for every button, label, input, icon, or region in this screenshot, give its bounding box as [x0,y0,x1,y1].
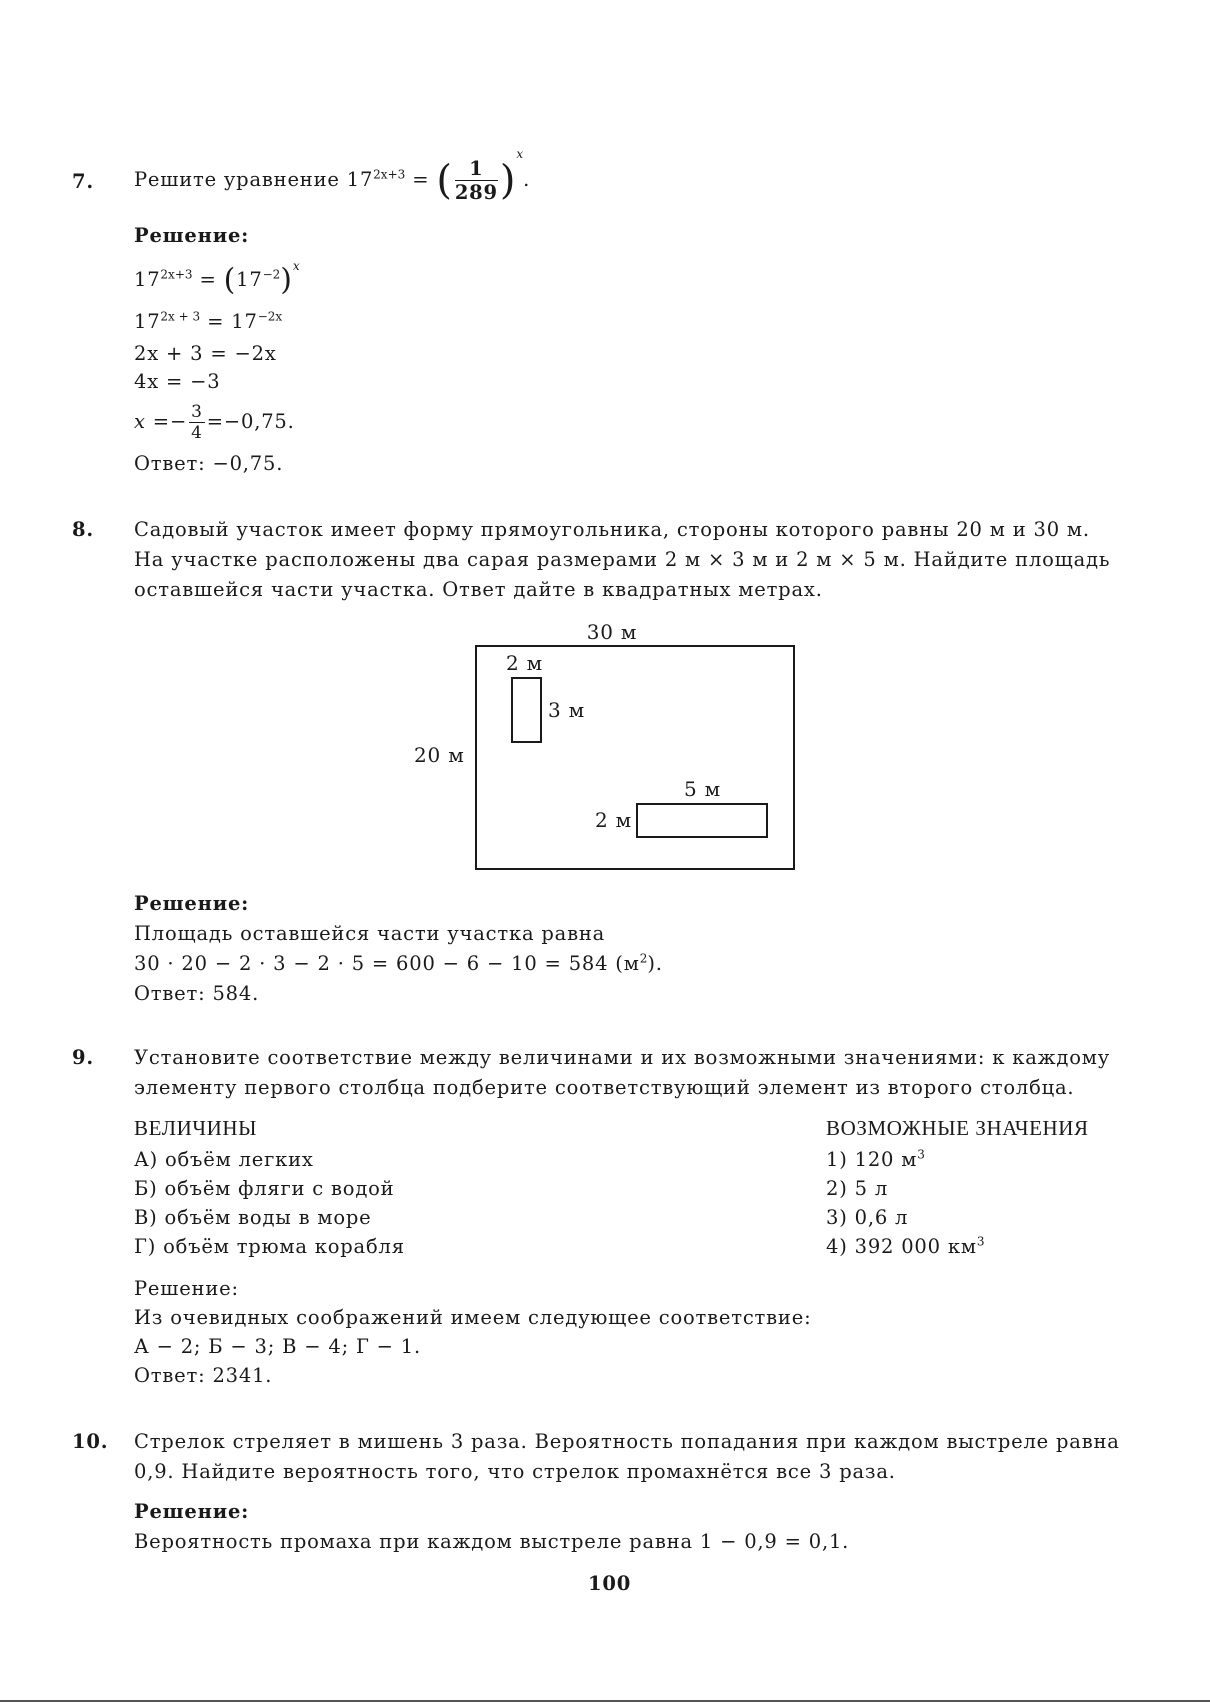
task10-number: 10. [72,1430,109,1453]
label-shed1-height: 3 м [548,698,586,722]
task9-text-line2: элементу первого столбца подберите соответствующий элемент из второго столбца. [134,1076,1075,1099]
task7-solution-label: Решение: [134,224,250,247]
task9-solution-line2: А − 2; Б − 3; В − 4; Г − 1. [134,1335,422,1358]
task9-right-item: 2) 5 л [826,1177,889,1200]
task9-right-item: 4) 392 000 $км^3$ [826,1234,985,1258]
task8-text-line2: На участке расположены два сарая размерами 2 м × 3 м и 2 м × 5 м. Найдите площадь [134,548,1111,571]
task7-line3: 2x + 3 = −2x [134,342,277,365]
shed1 [512,678,541,742]
task9-number: 9. [72,1046,94,1069]
task8-text-line3: оставшейся части участка. Ответ дайте в квадратных метрах. [134,578,823,601]
label-outer-width: 30 м [586,620,638,644]
task9-left-header: ВЕЛИЧИНЫ [134,1116,258,1140]
page-number: 100 [588,1572,632,1595]
task9-text-line1: Установите соответствие между величинами и их возможными значениями: к каждому [134,1046,1110,1069]
task8-text-line1: Садовый участок имеет форму прямоугольника, стороны которого равны 20 м и 30 м. [134,518,1090,541]
plot-outline [476,646,794,869]
task7-statement [134,147,531,210]
task8-diagram [400,615,820,885]
task10-text-line1: Стрелок стреляет в мишень 3 раза. Вероятность попадания при каждом выстреле равна [134,1430,1120,1453]
task7-line2: $17^{2x + 3} = 17^{-2x}$ [134,309,283,333]
task9-answer: Ответ: 2341. [134,1364,273,1387]
task7-equation: $17^{2x+3}$ = ( $\frac{1}{289}$ )$^x$. [346,147,531,204]
task9-right-item: 1) 120 $м^3$ [826,1147,925,1171]
task8-solution-line1: Площадь оставшейся части участка равна [134,922,606,945]
task10-solution-label: Решение: [134,1500,250,1523]
task9-solution-line1: Из очевидных соображений имеем следующее соответствие: [134,1306,812,1329]
label-shed1-width: 2 м [506,651,544,675]
task10-solution-line1: Вероятность промаха при каждом выстреле равна 1 − 0,9 = 0,1. [134,1530,850,1553]
task7-line4: 4x = −3 [134,370,221,393]
label-shed2-width: 5 м [684,777,722,801]
task7-number: 7. [72,170,94,193]
label-outer-height: 20 м [414,743,465,767]
task10-text-line2: 0,9. Найдите вероятность того, что стрелок промахнётся все 3 раза. [134,1460,896,1483]
task9-left-item: В) объём воды в море [134,1206,372,1229]
task9-left-item: А) объём легких [134,1148,314,1171]
task9-left-item: Б) объём фляги с водой [134,1177,395,1200]
task7-line5: x =− $\frac{3}{4}$ =−0,75. [134,401,295,443]
task7-prompt: Решите уравнение [134,168,340,191]
task8-answer: Ответ: 584. [134,982,260,1005]
task7-answer: Ответ: −0,75. [134,452,284,475]
shed2 [637,804,767,837]
task9-right-item: 3) 0,6 л [826,1206,909,1229]
task8-number: 8. [72,518,94,541]
task8-solution-label: Решение: [134,892,250,915]
task9-solution-label: Решение: [134,1277,239,1300]
task7-line1: $17^{2x+3} = (17^{-2})^x$ [134,259,300,298]
task9-left-item: Г) объём трюма корабля [134,1235,405,1258]
task8-solution-line2: 30 · 20 − 2 · 3 − 2 · 5 = 600 − 6 − 10 = 584 $(м^2)$. [134,951,663,975]
page-bottom-rule [0,1700,1210,1702]
label-shed2-height: 2 м [595,808,633,832]
task9-right-header: ВОЗМОЖНЫЕ ЗНАЧЕНИЯ [826,1116,1089,1140]
